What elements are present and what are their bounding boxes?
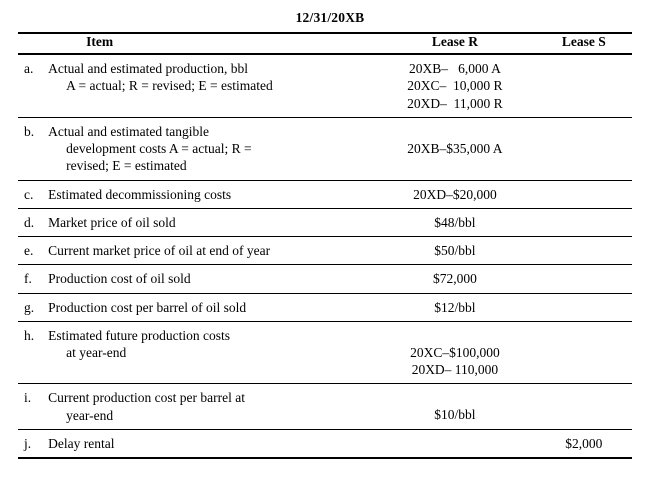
row-lease-r [374, 384, 535, 430]
row-item [48, 265, 374, 293]
row-item-main: Actual and estimated production, bbl [48, 61, 248, 76]
row-item [48, 384, 374, 430]
table-row [18, 321, 632, 384]
lease-r-line: 20XC– 10,000 R [407, 78, 503, 94]
lease-r-line: $50/bbl [434, 243, 476, 259]
row-lease-s [536, 384, 632, 430]
table-row [18, 237, 632, 265]
row-item-main: Estimated decommissioning costs [48, 186, 232, 202]
row-lease-r [374, 429, 535, 458]
row-item-main: Production cost of oil sold [48, 271, 191, 287]
table-row [18, 180, 632, 208]
row-item [48, 54, 374, 117]
column-header-item: Item [48, 33, 374, 54]
column-header-lease-s: Lease S [536, 33, 632, 54]
row-letter: d. [18, 208, 48, 236]
table-row [18, 117, 632, 180]
row-item [48, 429, 374, 458]
table-row [18, 293, 632, 321]
row-item [48, 321, 374, 384]
row-lease-r [374, 265, 535, 293]
lease-r-line: $12/bbl [434, 299, 476, 315]
row-lease-s [536, 54, 632, 117]
row-letter: f. [18, 265, 48, 293]
row-item-main: Estimated future production costs [48, 327, 231, 343]
lease-r-line: $48/bbl [434, 214, 476, 230]
column-header-lease-r: Lease R [374, 33, 535, 54]
row-letter: a. [18, 54, 48, 117]
page-title: 12/31/20XB [295, 10, 365, 25]
table-row [18, 429, 632, 458]
row-letter: g. [18, 293, 48, 321]
row-letter: c. [18, 180, 48, 208]
row-lease-s [536, 208, 632, 236]
row-item [48, 237, 374, 265]
row-letter: b. [18, 117, 48, 180]
row-item-main: Production cost per barrel of oil sold [48, 299, 247, 315]
row-item [48, 117, 374, 180]
row-lease-r [374, 237, 535, 265]
row-lease-r [374, 117, 535, 180]
table-row [18, 54, 632, 117]
lease-r-line: 20XB– 6,000 A [408, 61, 501, 76]
row-lease-r [374, 208, 535, 236]
row-lease-r [374, 321, 535, 384]
lease-r-line: 20XC–$100,000 [410, 344, 500, 360]
row-letter: e. [18, 237, 48, 265]
lease-r-line: 20XB–$35,000 A [407, 140, 503, 156]
row-lease-s [536, 117, 632, 180]
row-letter: h. [18, 321, 48, 384]
lease-r-line: 20XD– 11,000 R [407, 95, 503, 111]
row-item-main: Actual and estimated tangible [48, 123, 209, 139]
row-item-cont: at year-end [66, 345, 127, 361]
table-row [18, 208, 632, 236]
table-row [18, 265, 632, 293]
row-item [48, 208, 374, 236]
lease-s-line: $2,000 [565, 435, 603, 451]
row-lease-s [536, 321, 632, 384]
row-lease-r [374, 293, 535, 321]
row-letter: i. [18, 384, 48, 430]
row-lease-s [536, 429, 632, 458]
row-item-cont: development costs A = actual; R = [66, 141, 252, 157]
lease-data-table [18, 32, 632, 459]
table-header [18, 33, 632, 54]
row-item-main: Current market price of oil at end of year [48, 243, 271, 259]
table-row [18, 384, 632, 430]
lease-r-line: $10/bbl [434, 407, 476, 423]
row-item-cont: A = actual; R = revised; E = estimated [66, 78, 273, 94]
row-item-main: Market price of oil sold [48, 214, 176, 230]
row-lease-r [374, 180, 535, 208]
lease-r-line: $72,000 [433, 271, 477, 287]
row-item-cont2: revised; E = estimated [66, 158, 187, 174]
row-item [48, 180, 374, 208]
row-letter: j. [18, 429, 48, 458]
row-item-main: Delay rental [48, 435, 115, 451]
lease-r-line: 20XD– 110,000 [411, 362, 499, 378]
lease-r-line: 20XD–$20,000 [413, 186, 497, 202]
row-lease-r [374, 54, 535, 117]
table-body [18, 54, 632, 458]
column-header-letter [18, 33, 48, 54]
row-lease-s [536, 293, 632, 321]
row-lease-s [536, 180, 632, 208]
row-item [48, 293, 374, 321]
row-item-main: Current production cost per barrel at [48, 390, 245, 406]
row-lease-s [536, 265, 632, 293]
table-header-row [18, 33, 632, 54]
row-lease-s [536, 237, 632, 265]
row-item-cont: year-end [66, 407, 114, 423]
